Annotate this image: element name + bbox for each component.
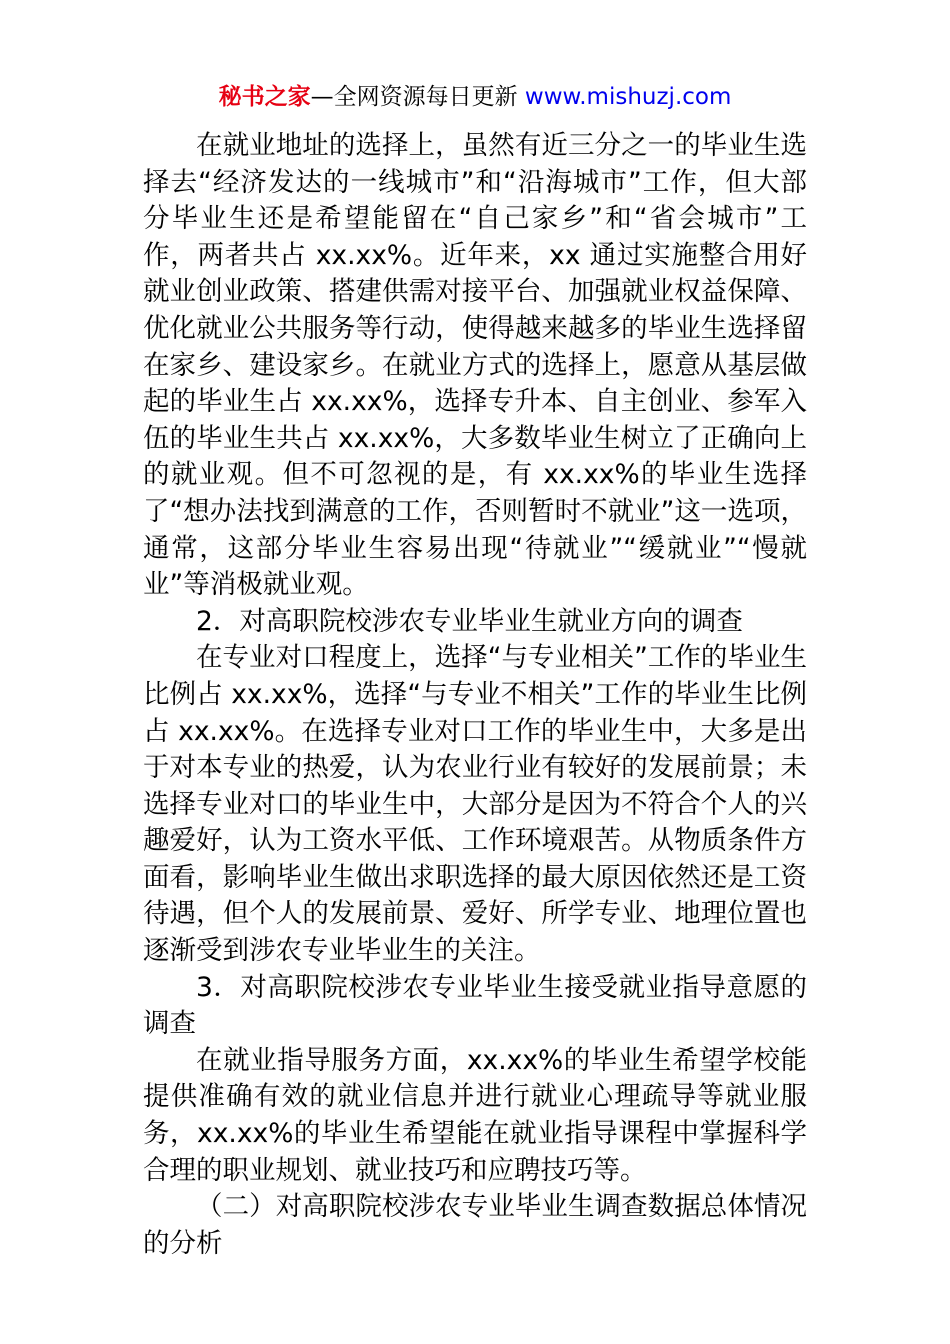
paragraph-guidance: 在就业指导服务方面，xx.xx%的毕业生希望学校能提供准确有效的就业信息并进行就业心理疏导等就业服务，xx.xx%的毕业生希望能在就业指导课程中掌握科学合理的职业规划、就业技巧和应聘技巧等。 xyxy=(143,1044,807,1186)
paragraph-major-match: 在专业对口程度上，选择“与专业相关”工作的毕业生比例占 xx.xx%，选择“与专业不相关”工作的毕业生比例占 xx.xx%。在选择专业对口工作的毕业生中，大多是出于对本专业的热爱，认为农业行业有较好的发展前景；未选择专业对口的毕业生中，大部分是因为不符合个人的兴趣爱好，认为工资水平低、工作环境艰苦。从物质条件方面看，影响毕业生做出求职选择的最大原因依然还是工资待遇，但个人的发展前景、爱好、所学专业、地理位置也逐渐受到涉农专业毕业生的关注。 xyxy=(143,642,807,967)
paragraph-location-choice: 在就业地址的选择上，虽然有近三分之一的毕业生选择去“经济发达的一线城市”和“沿海城市”工作，但大部分毕业生还是希望能留在“自己家乡”和“省会城市”工作，两者共占 xx.xx%。近年来，xx 通过实施整合用好就业创业政策、搭建供需对接平台、加强就业权益保障、优化就业公共服务等行动，使得越来越多的毕业生选择留在家乡、建设家乡。在就业方式的选择上，愿意从基层做起的毕业生占 xx.xx%，选择专升本、自主创业、参军入伍的毕业生共占 xx.xx%，大多数毕业生树立了正确向上的就业观。但不可忽视的是，有 xx.xx%的毕业生选择了“想办法找到满意的工作，否则暂时不就业”这一选项，通常，这部分毕业生容易出现“待就业”“缓就业”“慢就业”等消极就业观。 xyxy=(143,130,807,601)
section-heading-3: 3．对高职院校涉农专业毕业生接受就业指导意愿的调查 xyxy=(143,971,807,1040)
section-heading-part-2: （二）对高职院校涉农专业毕业生调查数据总体情况的分析 xyxy=(143,1191,807,1259)
site-header xyxy=(0,80,950,114)
site-url-link[interactable]: www.mishuzj.com xyxy=(524,84,732,110)
header-slogan: —全网资源每日更新 xyxy=(310,84,525,110)
brand-name: 秘书之家 xyxy=(218,84,311,110)
document-body xyxy=(143,128,807,1262)
section-heading-2: 2．对高职院校涉农专业毕业生就业方向的调查 xyxy=(196,605,743,637)
